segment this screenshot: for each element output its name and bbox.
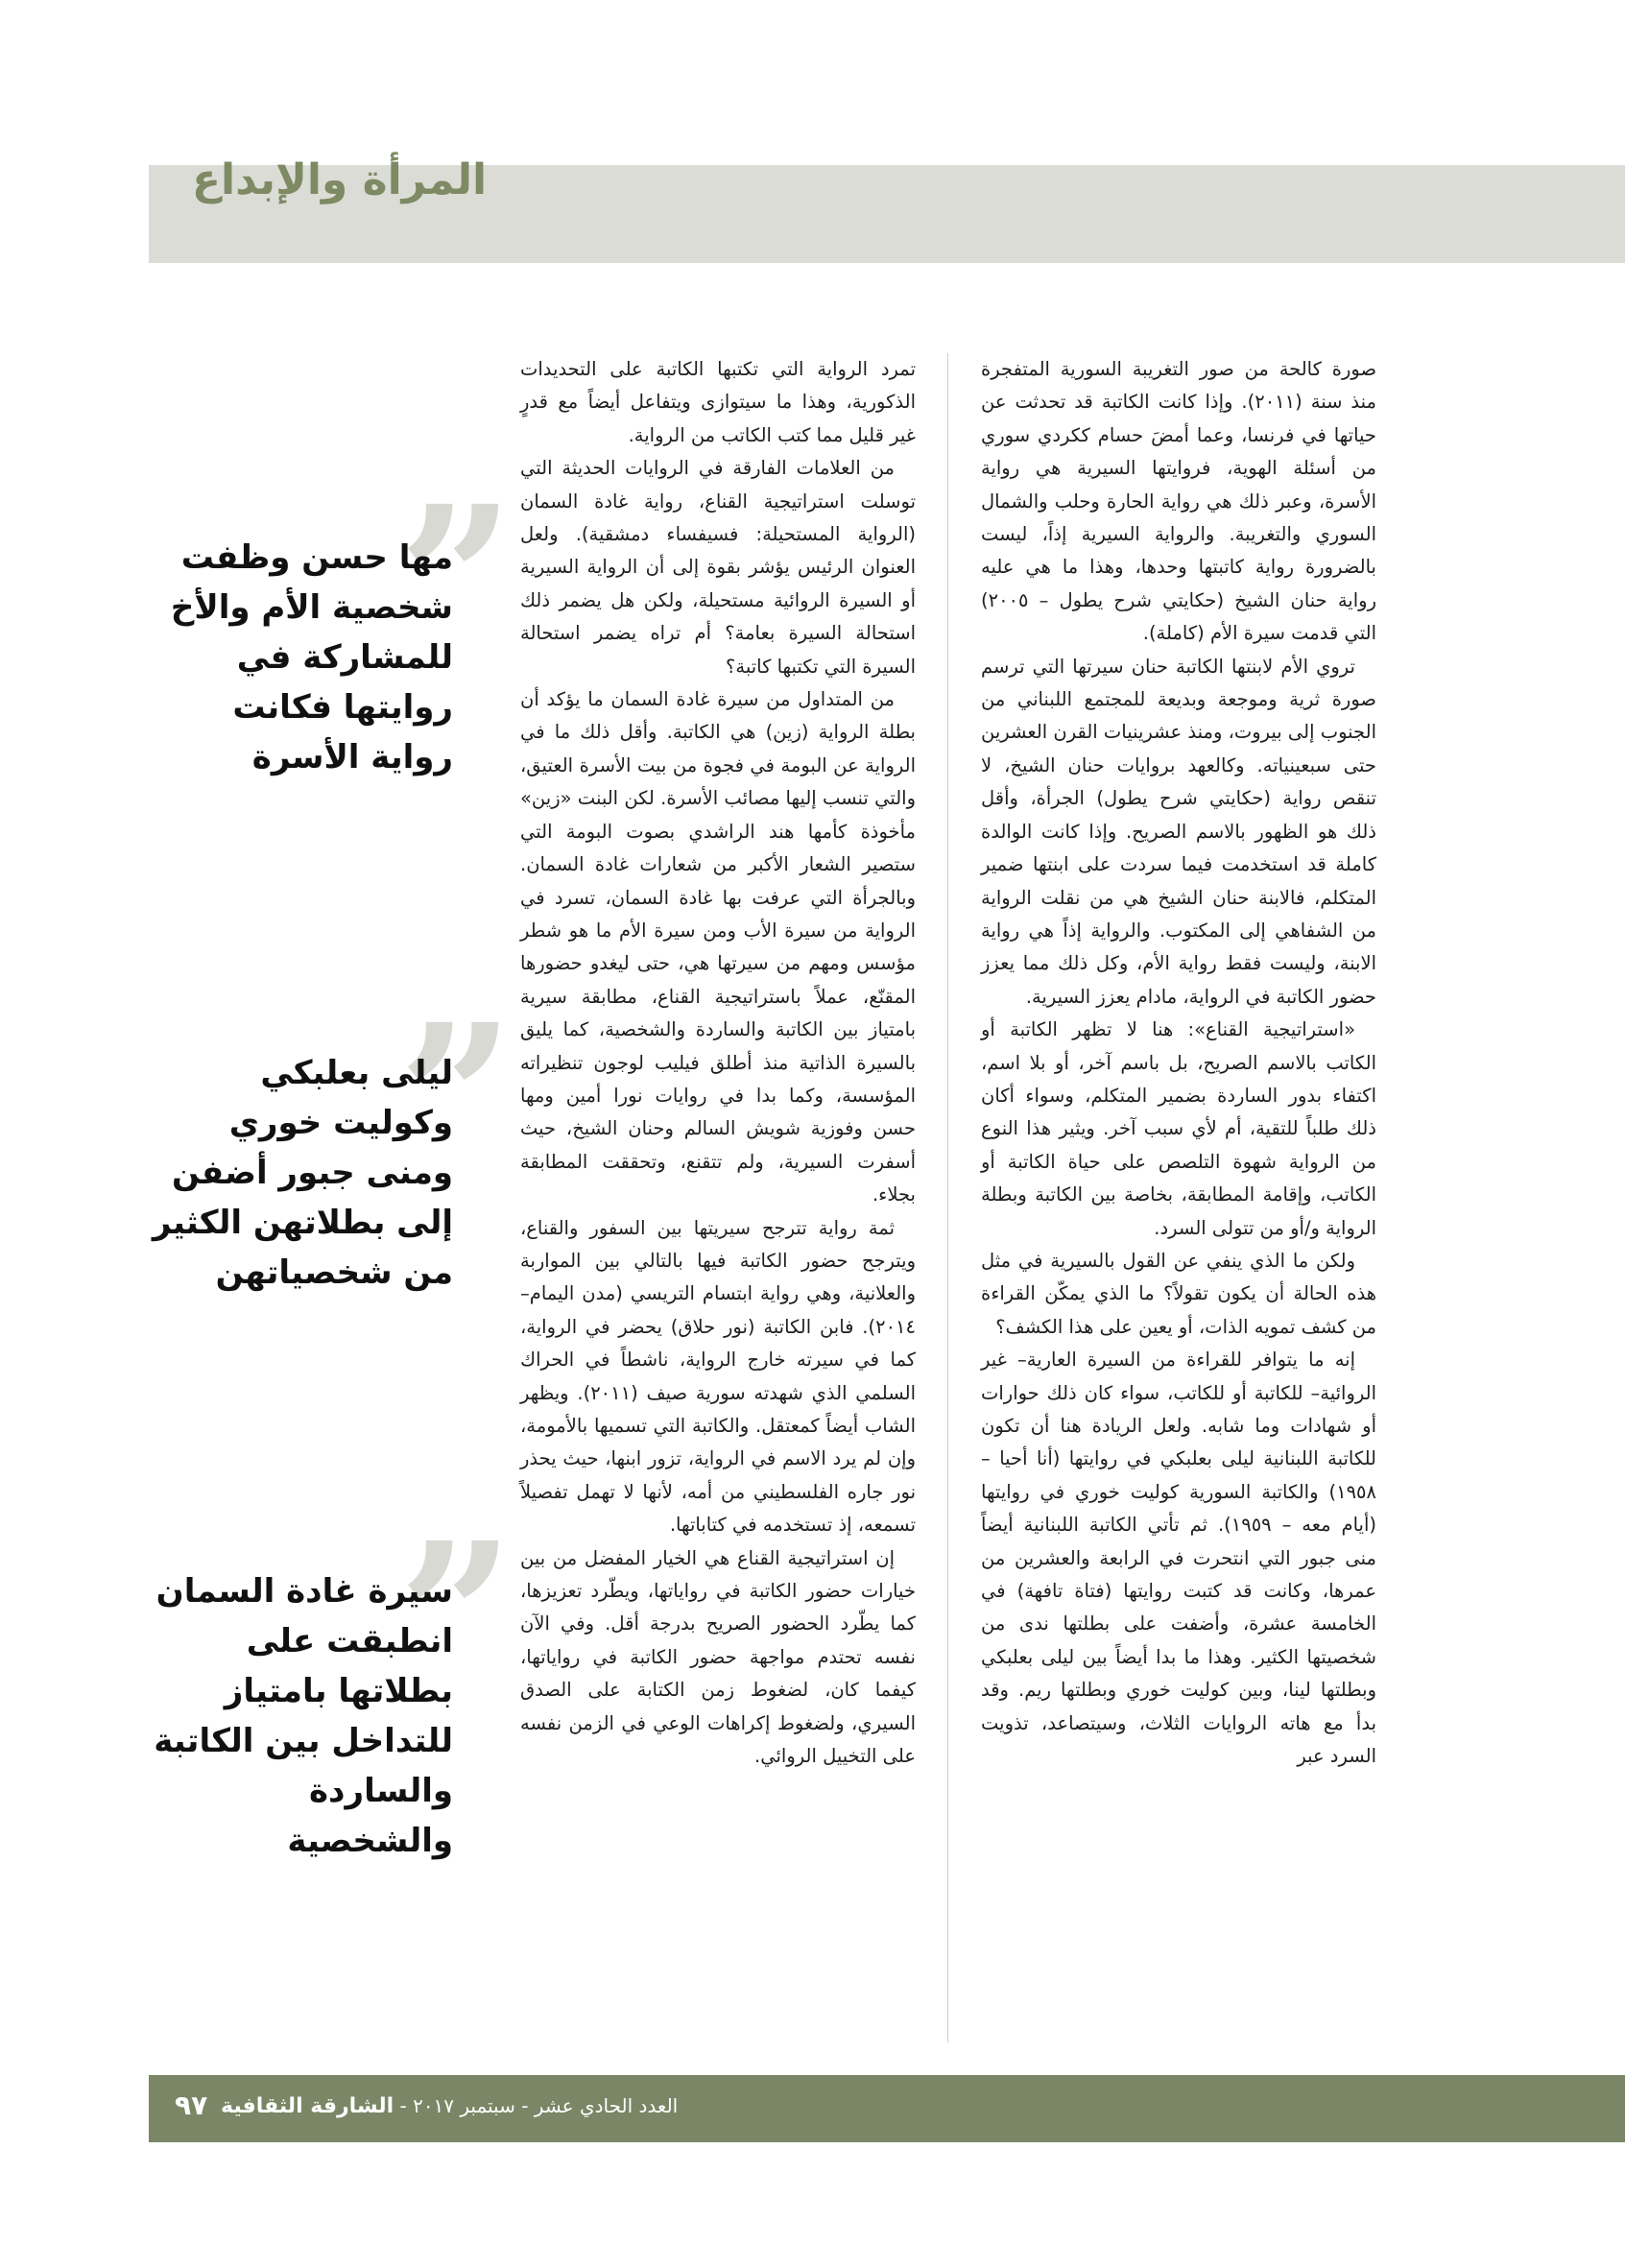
- paragraph: ثمة رواية تترجح سيريتها بين السفور والقناع، ويترجح حضور الكاتبة فيها بالتالي بين المواربة والعلانية، وهي رواية ابتسام التريسي (مدن اليمام– ٢٠١٤). فابن الكاتبة (نور حلاق) يحضر في الرواية، كما في سيرته خارج الرواية، ناشطاً في الحراك السلمي الذي شهدته سورية صيف (٢٠١١). ويظهر الشاب أيضاً كمعتقل. والكاتبة التي تسميها بالأمومة، وإن لم يرد الاسم في الرواية، تزور ابنها، حيث يحذر نور جاره الفلسطيني من أمه، لأنها لا تهمل تفصيلاً تسمعه، إذ تستخدمه في كتاباتها.: [520, 1216, 917, 1537]
- paragraph: إن استراتيجية القناع هي الخيار المفضل من بين خيارات حضور الكاتبة في رواياتها، ويطّرد تعزيزها، كما يطّرد الحضور الصريح بدرجة أقل. وفي الآن نفسه تحتدم مواجهة حضور الكاتبة في رواياتها، كيفما كان، لضغوط زمن الكتابة على الصدق السيري، ولضغوط إكراهات الوعي في الزمن نفسه على التخييل الروائي.: [520, 1546, 916, 1768]
- paragraph: صورة كالحة من صور التغريبة السورية المتفجرة منذ سنة (٢٠١١). وإذا كانت الكاتبة قد تحدثت عن حياتها في فرنسا، وعما أمضَ حسام ككردي سوري من أسئلة الهوية، فروايتها السيرية هي رواية الأسرة، وعبر ذلك هي رواية الحارة وحلب والشمال السوري والتغريبة. والرواية السيرية إذاً، ليست بالضرورة رواية كاتبتها وحدها، وهذا ما هي عليه رواية حنان الشيخ (حكايتي شرح يطول – ٢٠٠٥) التي قدمت سيرة الأم (كاملة).: [981, 358, 1376, 645]
- pull-quote-3: سيرة غادة السمان انطبقت على بطلاتها بامتياز للتداخل بين الكاتبة والساردة والشخصية: [154, 1572, 453, 1860]
- article-column-middle: [520, 353, 916, 1773]
- article-column-right: [981, 353, 1376, 1773]
- paragraph: من العلامات الفارقة في الروايات الحديثة التي توسلت استراتيجية القناع، رواية غادة السمان (الرواية المستحيلة: فسيفساء دمشقية). ولعل العنوان الرئيس يؤشر بقوة إلى أن الرواية السيرية أو السيرة الروائية مستحيلة، ولكن هل يضمر ذلك استحالة السيرة بعامة؟ أم تراه يضمر استحالة السيرة التي تكتبها كاتبة؟: [520, 457, 916, 678]
- pull-quote-2: ليلى بعلبكي وكوليت خوري ومنى جبور أضفن إلى بطلاتهن الكثير من شخصياتهن: [152, 1054, 453, 1292]
- section-title: المرأة والإبداع: [192, 155, 488, 204]
- quote-mark-icon: ”: [398, 1498, 514, 1735]
- magazine-logo-text: الشارقة الثقافية: [221, 2094, 394, 2118]
- column-divider: [947, 353, 948, 2042]
- page-number: ٩٧: [175, 2089, 208, 2121]
- paragraph: «استراتيجية القناع»: هنا لا تظهر الكاتبة أو الكاتب بالاسم الصريح، بل باسم آخر، أو بلا اسم، اكتفاء بدور الساردة بضمير المتكلم، وسواء أكان ذلك طلباً للتقية، أم لأي سبب آخر. ويثير هذا النوع من الرواية شهوة التلصص على حياة الكاتبة أو الكاتب، وإقامة المطابقة، بخاصة بين الكاتبة وبطلة الرواية و/أو من تتولى السرد.: [981, 1018, 1376, 1239]
- paragraph: إنه ما يتوافر للقراءة من السيرة العارية– غير الروائية– للكاتبة أو للكاتب، سواء كان ذلك حوارات أو شهادات وما شابه. ولعل الريادة هنا أن تكون للكاتبة اللبنانية ليلى بعلبكي في روايتها (أنا أحيا – ١٩٥٨) والكاتبة السورية كوليت خوري في روايتها (أيام معه – ١٩٥٩). ثم تأتي الكاتبة اللبنانية أيضاً منى جبور التي انتحرت في الرابعة والعشرين من عمرها، وكانت قد كتبت روايتها (فتاة تافهة) في الخامسة عشرة، وأضفت على بطلتها ندى من شخصيتها الكثير. وهذا ما بدا أيضاً بين ليلى بعلبكي وبطلتها لينا، وبين كوليت خوري وبطلتها ريم. وقد بدأ مع هاته الروايات الثلاث، وسيتصاعد، تذويت السرد عبر: [981, 1349, 1377, 1768]
- pull-quote-1: مها حسن وظفت شخصية الأم والأخ للمشاركة في روايتها فكانت رواية الأسرة: [170, 538, 453, 776]
- paragraph: من المتداول من سيرة غادة السمان ما يؤكد أن بطلة الرواية (زين) هي الكاتبة. وأقل ذلك ما في الرواية عن البومة في فجوة من بيت الأسرة العتيق، والتي تنسب إليها مصائب الأسرة. لكن البنت «زين» مأخوذة كأمها هند الراشدي بصوت البومة التي ستصير الشعار الأكبر من شعارات غادة السمان. وبالجرأة التي عرفت بها غادة السمان، تسرد في الرواية من سيرة الأب ومن سيرة الأم ما هو شطر مؤسس ومهم من سيرتها هي، حتى ليغدو حضورها المقنّع، عملاً باستراتيجية القناع، مطابقة سيرية بامتياز بين الكاتبة والساردة والشخصية، كما يليق بالسيرة الذاتية منذ أطلق فيليب لوجون تنظيراته المؤسسة، وكما بدا في روايات نورا أمين ومها حسن وفوزية شويش السالم وحنان الشيخ، حيث أسفرت السيرية، ولم تتقنع، وتحققت المطابقة بجلاء.: [520, 688, 916, 1206]
- paragraph: تروي الأم لابنتها الكاتبة حنان سيرتها التي ترسم صورة ثرية وموجعة وبديعة للمجتمع اللبناني من الجنوب إلى بيروت، ومنذ عشرينيات القرن العشرين حتى سبعينياته. وكالعهد بروايات حنان الشيخ، لا تنقص رواية (حكايتي شرح يطول) الجرأة، وأقل ذلك هو الظهور بالاسم الصريح. وإذا كانت الوالدة كاملة قد استخدمت فيما سردت على ابنتها ضمير المتكلم، فالابنة حنان الشيخ هي من نقلت الرواية من الشفاهي إلى المكتوب. والرواية إذاً هي رواية الابنة، وليست فقط رواية الأم، وكل ذلك مما يعزز حضور الكاتبة في الرواية، مادام يعزز السيرية.: [981, 655, 1376, 1008]
- paragraph: ولكن ما الذي ينفي عن القول بالسيرية في مثل هذه الحالة أن يكون تقولاً؟ ما الذي يمكّن القراءة من كشف تمويه الذات، أو يعين على هذا الكشف؟: [981, 1249, 1376, 1338]
- paragraph: تمرد الرواية التي تكتبها الكاتبة على التحديدات الذكورية، وهذا ما سيتوازى ويتفاعل أيضاً مع قدرٍ غير قليل مما كتب الكاتب من الرواية.: [520, 358, 916, 446]
- footer-issue-info: [221, 2094, 678, 2118]
- quote-mark-icon: ”: [398, 980, 514, 1217]
- issue-text: العدد الحادي عشر - سبتمبر ٢٠١٧ -: [399, 2094, 679, 2117]
- quote-mark-icon: ”: [398, 462, 514, 699]
